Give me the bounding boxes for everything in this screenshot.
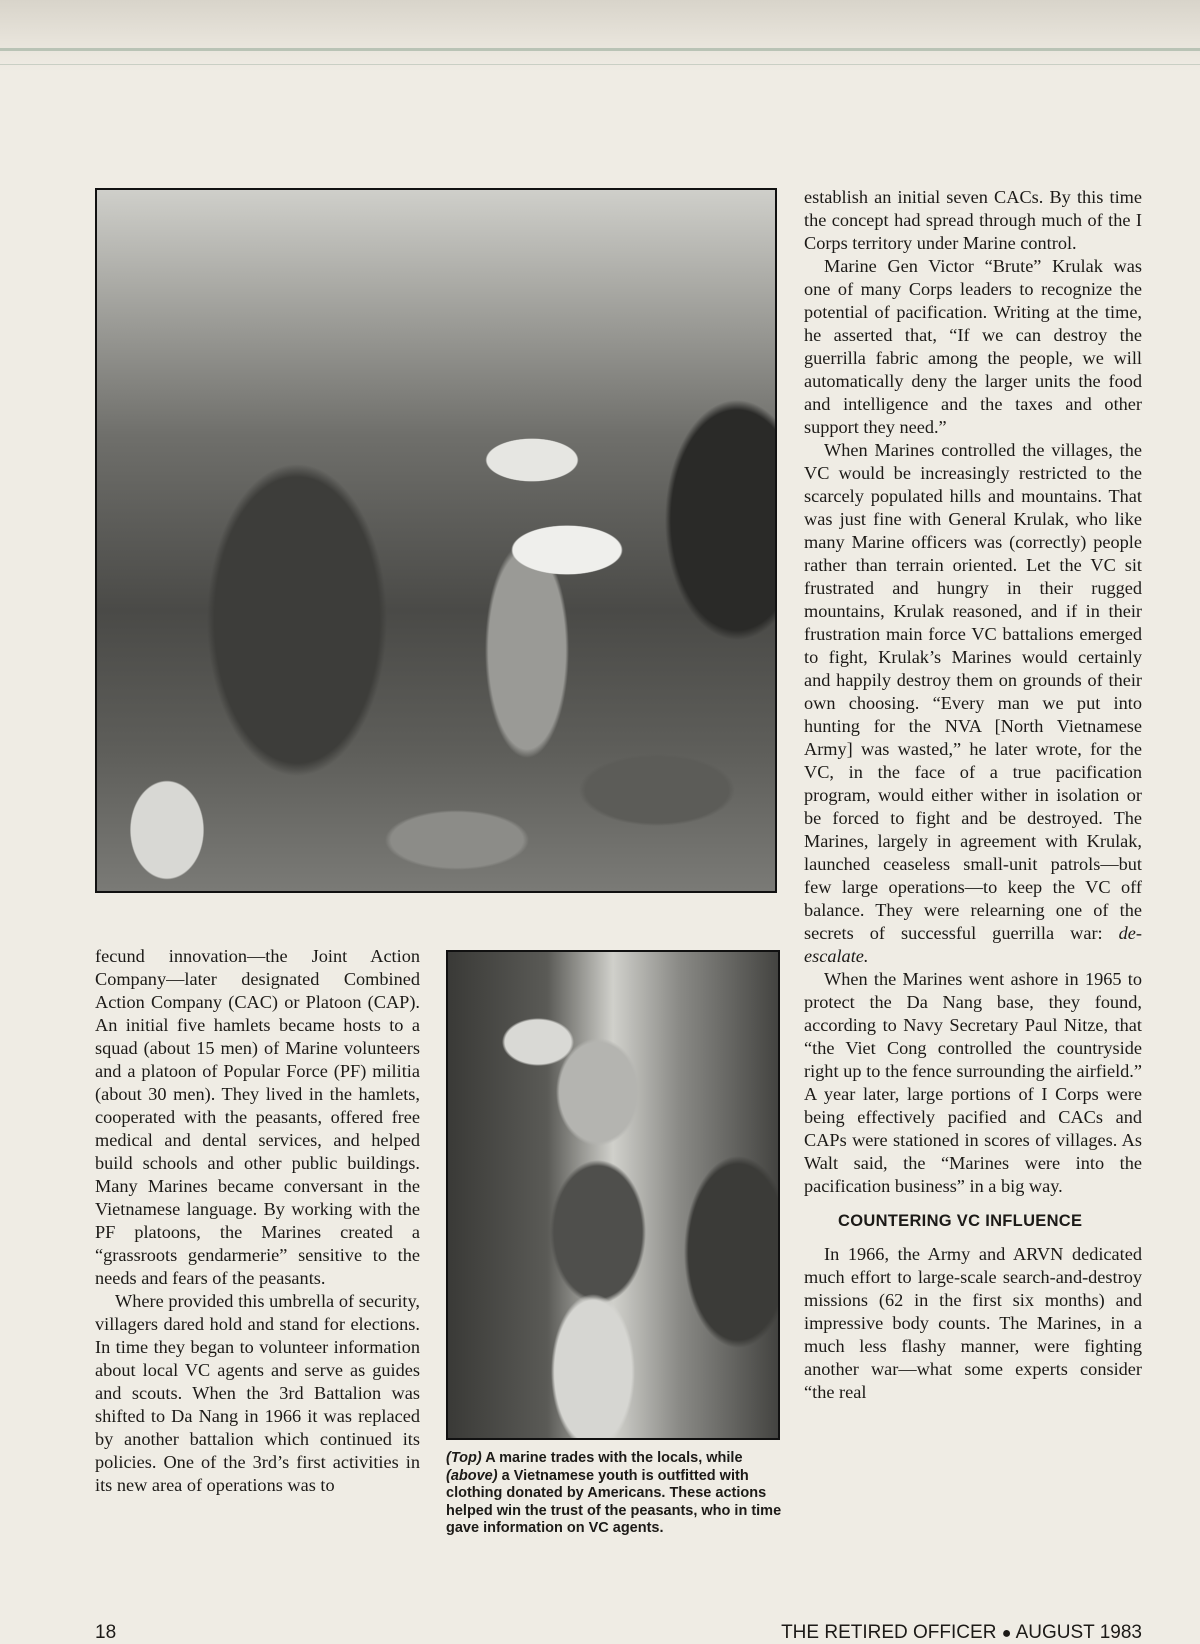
page-number: 18 bbox=[95, 1622, 117, 1643]
caption-text-1: A marine trades with the locals, while bbox=[481, 1450, 743, 1466]
publication-name: THE RETIRED OFFICER bbox=[781, 1622, 997, 1643]
top-rule-thin bbox=[0, 64, 1200, 65]
article-column-right bbox=[804, 186, 1142, 1404]
running-footer bbox=[772, 1622, 1142, 1644]
paragraph: Marine Gen Victor “Brute” Krulak was one of many Corps leaders to recognize the potential of pacification. Writing at the time, he asserted that, “If we can destroy the guerrilla fabric among the people, we will automatically deny the larger units the food and intelligence and the taxes and other support they need.” bbox=[804, 256, 1142, 437]
top-rule bbox=[0, 48, 1200, 51]
paragraph: In 1966, the Army and ARVN dedicated much effort to large-scale search-and-destroy missions (62 in the first six months) and impressive body counts. The Marines, in a much less flashy manner, were fighting another war—what some experts consider “the real bbox=[804, 1244, 1142, 1402]
caption-text-2: a Vietnamese youth is outfitted with clothing donated by Americans. These actions helped win the trust of the peasants, who in time gave information on VC agents. bbox=[446, 1467, 782, 1536]
section-heading: COUNTERING VC INFLUENCE bbox=[838, 1212, 1083, 1230]
paragraph: fecund innovation—the Joint Action Company—later designated Combined Action Company (CAC) or Platoon (CAP). An initial five hamlets became hosts to a squad (about 15 men) of Marine volunteers and a platoon of Popular Force (PF) militia (about 30 men). They lived in the hamlets, cooperated with the peasants, offered free medical and dental services, and helped build schools and other public buildings. Many Marines became conversant in the Vietnamese language. By working with the PF platoons, the Marines created a “grassroots gendarmerie” sensitive to the needs and fears of the peasants. bbox=[95, 946, 420, 1288]
marine-trading-photo bbox=[95, 188, 777, 893]
caption-above-tag: (above) bbox=[446, 1467, 498, 1484]
paragraph: Where provided this umbrella of security, villagers dared hold and stand for elections. In time they began to volunteer information about local VC agents and serve as guides and scouts. When the 3rd Battalion was shifted to Da Nang in 1966 it was replaced by another battalion which continued its policies. One of the 3rd’s first activities in its new area of operations was to bbox=[95, 1291, 420, 1495]
page-top-band bbox=[0, 0, 1200, 72]
paragraph: establish an initial seven CACs. By this time the concept had spread through much of the I Corps territory under Marine control. bbox=[804, 187, 1142, 253]
issue-date: AUGUST 1983 bbox=[1015, 1622, 1142, 1643]
paragraph-italic-word: de-escalate. bbox=[804, 923, 1142, 966]
vietnamese-youth-photo bbox=[446, 950, 780, 1440]
article-column-left bbox=[95, 945, 420, 1497]
bullet-separator: ● bbox=[1001, 1625, 1012, 1642]
paragraph-text: When Marines controlled the villages, the VC would be increasingly restricted to the scarcely populated hills and mountains. That was just fine with General Krulak, who like many Marine officers was (correctly) people rather than terrain oriented. Let the VC sit frustrated and hungry in their rugged mountains, Krulak reasoned, and if in their frustration main force VC battalions emerged to fight, Krulak’s Marines would certainly and happily destroy them on grounds of their own choosing. “Every man we put into hunting for the NVA [North Vietnamese Army] was wasted,” he later wrote, for the VC, in the face of a true pacification program, would either wither in isolation or be forced to fight and be destroyed. The Marines, largely in agreement with Krulak, launched ceaseless small-unit patrols—but few large operations—to keep the VC off balance. They were relearning one of the secrets of successful guerrilla war: bbox=[804, 440, 1142, 943]
paragraph bbox=[804, 439, 1142, 968]
caption-top-tag: (Top) bbox=[446, 1450, 482, 1466]
photo-caption bbox=[446, 1450, 786, 1538]
paragraph: When the Marines went ashore in 1965 to protect the Da Nang base, they found, according to Navy Secretary Paul Nitze, that “the Viet Cong controlled the countryside right up to the fence surrounding the airfield.” A year later, large portions of I Corps were being effectively pacified and CACs and CAPs were stationed in scores of villages. As Walt said, the “Marines were into the pacification business” in a big way. bbox=[804, 969, 1142, 1196]
